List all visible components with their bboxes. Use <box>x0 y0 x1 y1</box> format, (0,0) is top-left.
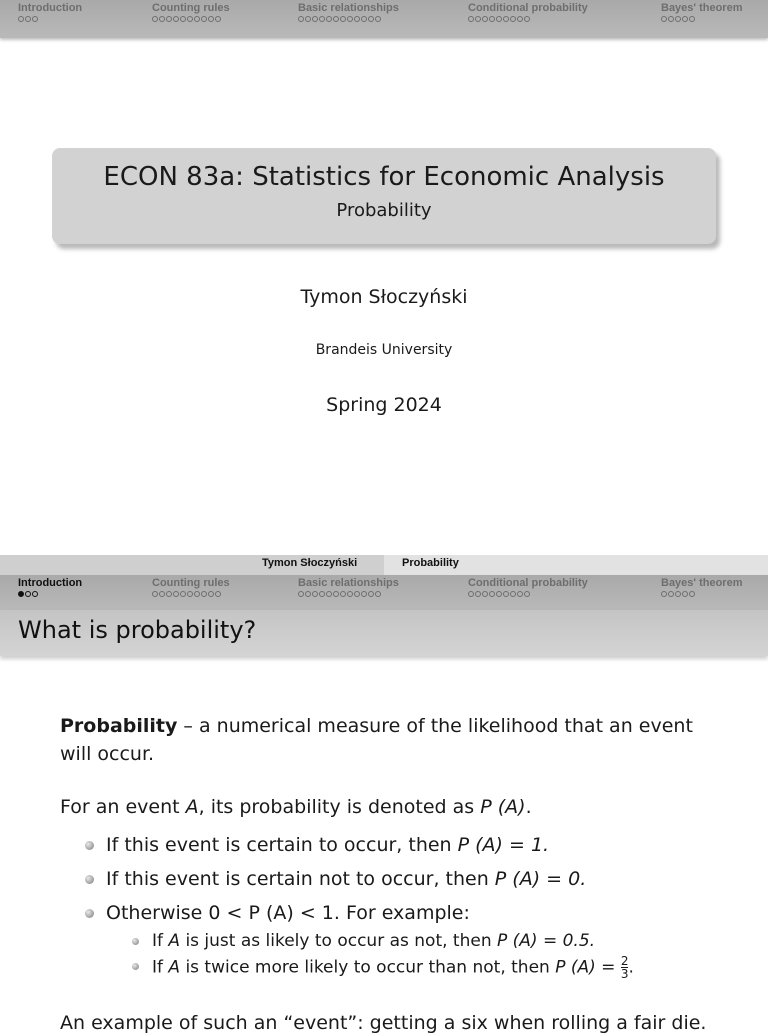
presentation-date: Spring 2024 <box>326 394 442 416</box>
nav-section-counting-rules[interactable] <box>152 577 230 597</box>
navbar-top <box>0 0 768 38</box>
nav-dot[interactable] <box>180 591 186 597</box>
nav-label: Conditional probability <box>468 577 588 589</box>
bullet-text: Otherwise 0 < P (A) < 1. For example: <box>106 902 470 924</box>
nav-dot[interactable] <box>524 591 530 597</box>
nav-section-basic-relationships[interactable] <box>298 577 399 597</box>
nav-section-introduction[interactable] <box>18 577 82 597</box>
list-item <box>84 866 586 900</box>
nav-dot[interactable] <box>661 16 667 22</box>
nav-dot[interactable] <box>475 16 481 22</box>
nav-dots <box>661 16 743 22</box>
nav-dot[interactable] <box>668 16 674 22</box>
nav-dot[interactable] <box>208 591 214 597</box>
nav-dot[interactable] <box>347 16 353 22</box>
nav-dot[interactable] <box>32 591 38 597</box>
sub-bullet-list <box>130 930 634 980</box>
nav-dot[interactable] <box>159 591 165 597</box>
nav-dot[interactable] <box>517 591 523 597</box>
institute-name: Brandeis University <box>315 342 453 358</box>
nav-dot[interactable] <box>468 16 474 22</box>
nav-dot[interactable] <box>18 591 24 597</box>
nav-dot[interactable] <box>375 16 381 22</box>
sub-bullet-expression: P (A) = <box>555 957 621 978</box>
nav-label: Counting rules <box>152 577 230 589</box>
nav-dot[interactable] <box>194 591 200 597</box>
footline <box>0 555 768 575</box>
nav-dot[interactable] <box>347 591 353 597</box>
event-text: For an event <box>60 796 186 818</box>
list-item <box>130 955 634 980</box>
nav-dot[interactable] <box>482 16 488 22</box>
nav-section-bayes-theorem[interactable] <box>661 577 743 597</box>
nav-dot[interactable] <box>368 591 374 597</box>
nav-dot[interactable] <box>675 591 681 597</box>
nav-dot[interactable] <box>25 16 31 22</box>
nav-dot[interactable] <box>503 16 509 22</box>
sub-bullet-text: . <box>628 957 634 978</box>
nav-dot[interactable] <box>194 16 200 22</box>
nav-dot[interactable] <box>187 16 193 22</box>
nav-dot[interactable] <box>689 16 695 22</box>
nav-label: Bayes' theorem <box>661 577 743 589</box>
list-item <box>130 930 634 955</box>
sub-bullet-text: If <box>152 957 169 978</box>
nav-section-conditional-probability[interactable] <box>468 577 588 597</box>
nav-dot[interactable] <box>208 16 214 22</box>
nav-dot[interactable] <box>305 16 311 22</box>
nav-label: Basic relationships <box>298 577 399 589</box>
nav-dot[interactable] <box>482 591 488 597</box>
nav-dot[interactable] <box>25 591 31 597</box>
nav-dot[interactable] <box>675 16 681 22</box>
nav-dot[interactable] <box>503 591 509 597</box>
nav-dots <box>152 16 230 22</box>
footline-author: Tymon Słoczyński <box>262 557 358 569</box>
footline-left <box>0 555 384 575</box>
nav-dot[interactable] <box>689 591 695 597</box>
nav-dot[interactable] <box>152 16 158 22</box>
nav-dot[interactable] <box>312 16 318 22</box>
nav-dot[interactable] <box>201 591 207 597</box>
sub-bullet-text: If <box>152 931 169 951</box>
nav-dot[interactable] <box>368 16 374 22</box>
nav-dot[interactable] <box>524 16 530 22</box>
nav-section-counting-rules[interactable] <box>152 2 230 22</box>
nav-dot[interactable] <box>361 16 367 22</box>
nav-dot[interactable] <box>340 16 346 22</box>
nav-dot[interactable] <box>668 591 674 597</box>
nav-dot[interactable] <box>489 16 495 22</box>
presentation-title: ECON 83a: Statistics for Economic Analysis <box>103 162 665 192</box>
nav-label: Introduction <box>18 2 83 14</box>
list-item <box>84 832 586 866</box>
nav-dot[interactable] <box>298 16 304 22</box>
nav-dots <box>152 591 230 597</box>
event-text: , its probability is denoted as <box>198 796 481 818</box>
bullet-expression: P (A) = 0. <box>494 868 587 890</box>
nav-dot[interactable] <box>32 16 38 22</box>
example-text: An example of such an “event”: getting a six when rolling a fair die. <box>60 1012 707 1034</box>
footline-title: Probability <box>402 557 459 569</box>
nav-dot[interactable] <box>159 16 165 22</box>
nav-dot[interactable] <box>18 16 24 22</box>
nav-dot[interactable] <box>661 591 667 597</box>
event-paragraph <box>60 796 532 818</box>
nav-label: Basic relationships <box>298 2 399 14</box>
nav-dot[interactable] <box>510 16 516 22</box>
nav-dot[interactable] <box>215 16 221 22</box>
nav-label: Bayes' theorem <box>661 2 743 14</box>
fraction-numerator: 2 <box>620 954 629 968</box>
nav-dot[interactable] <box>354 591 360 597</box>
nav-dots <box>661 591 743 597</box>
sub-bullet-variable: A <box>168 931 181 951</box>
nav-dot[interactable] <box>187 591 193 597</box>
bullet-expression: P (A) = 1. <box>457 834 550 856</box>
nav-label: Counting rules <box>152 2 230 14</box>
event-text: . <box>525 796 532 818</box>
bullet-text: If this event is certain not to occur, then <box>106 868 495 890</box>
nav-dots <box>18 16 82 22</box>
nav-dot[interactable] <box>215 591 221 597</box>
nav-dot[interactable] <box>166 591 172 597</box>
nav-section-introduction[interactable] <box>18 2 82 22</box>
title-box <box>52 148 716 244</box>
nav-dot[interactable] <box>475 591 481 597</box>
nav-dot[interactable] <box>340 591 346 597</box>
nav-dot[interactable] <box>312 591 318 597</box>
event-expression: P (A) <box>480 796 526 818</box>
bullet-text: If this event is certain to occur, then <box>106 834 458 856</box>
list-item <box>84 900 586 934</box>
nav-dot[interactable] <box>517 16 523 22</box>
nav-section-basic-relationships[interactable] <box>298 2 399 22</box>
nav-dot[interactable] <box>333 16 339 22</box>
nav-dot[interactable] <box>180 16 186 22</box>
nav-label: Conditional probability <box>468 2 588 14</box>
footline-right <box>384 555 768 575</box>
nav-dot[interactable] <box>298 591 304 597</box>
event-variable: A <box>185 796 199 818</box>
nav-dot[interactable] <box>496 16 502 22</box>
nav-dot[interactable] <box>166 16 172 22</box>
nav-dot[interactable] <box>682 16 688 22</box>
presentation-subtitle: Probability <box>336 200 432 221</box>
nav-dot[interactable] <box>489 591 495 597</box>
nav-dot[interactable] <box>375 591 381 597</box>
nav-dots <box>298 16 399 22</box>
sub-bullet-text: is twice more likely to occur than not, then <box>180 957 556 978</box>
definition-text <box>60 712 720 768</box>
definition-body: – a numerical measure of the likelihood that an event will occur. <box>60 715 693 765</box>
nav-label: Introduction <box>18 577 83 589</box>
nav-dot[interactable] <box>510 591 516 597</box>
nav-dot[interactable] <box>682 591 688 597</box>
nav-dot[interactable] <box>173 16 179 22</box>
sub-bullet-variable: A <box>168 957 181 978</box>
definition-paragraph <box>60 712 720 768</box>
nav-dot[interactable] <box>319 16 325 22</box>
nav-dot[interactable] <box>333 591 339 597</box>
frame-title-bar <box>0 610 768 656</box>
nav-dot[interactable] <box>173 591 179 597</box>
nav-dot[interactable] <box>201 16 207 22</box>
navbar-slide2 <box>0 575 768 610</box>
nav-dot[interactable] <box>354 16 360 22</box>
nav-dot[interactable] <box>319 591 325 597</box>
nav-dots <box>18 591 82 597</box>
frame-title: What is probability? <box>18 616 257 644</box>
nav-dot[interactable] <box>326 16 332 22</box>
nav-dots <box>468 16 588 22</box>
nav-dots <box>468 591 588 597</box>
nav-dot[interactable] <box>305 591 311 597</box>
sub-bullet-expression: P (A) = 0.5. <box>497 931 596 951</box>
author-name: Tymon Słoczyński <box>300 286 468 308</box>
fraction-denominator: 3 <box>620 967 629 981</box>
nav-dot[interactable] <box>468 591 474 597</box>
bullet-list <box>84 832 586 934</box>
nav-dot[interactable] <box>152 591 158 597</box>
nav-dot[interactable] <box>326 591 332 597</box>
nav-section-conditional-probability[interactable] <box>468 2 588 22</box>
nav-section-bayes-theorem[interactable] <box>661 2 743 22</box>
nav-dot[interactable] <box>361 591 367 597</box>
definition-term: Probability <box>60 715 178 737</box>
nav-dots <box>298 591 399 597</box>
nav-dot[interactable] <box>496 591 502 597</box>
sub-bullet-text: is just as likely to occur as not, then <box>180 931 498 951</box>
